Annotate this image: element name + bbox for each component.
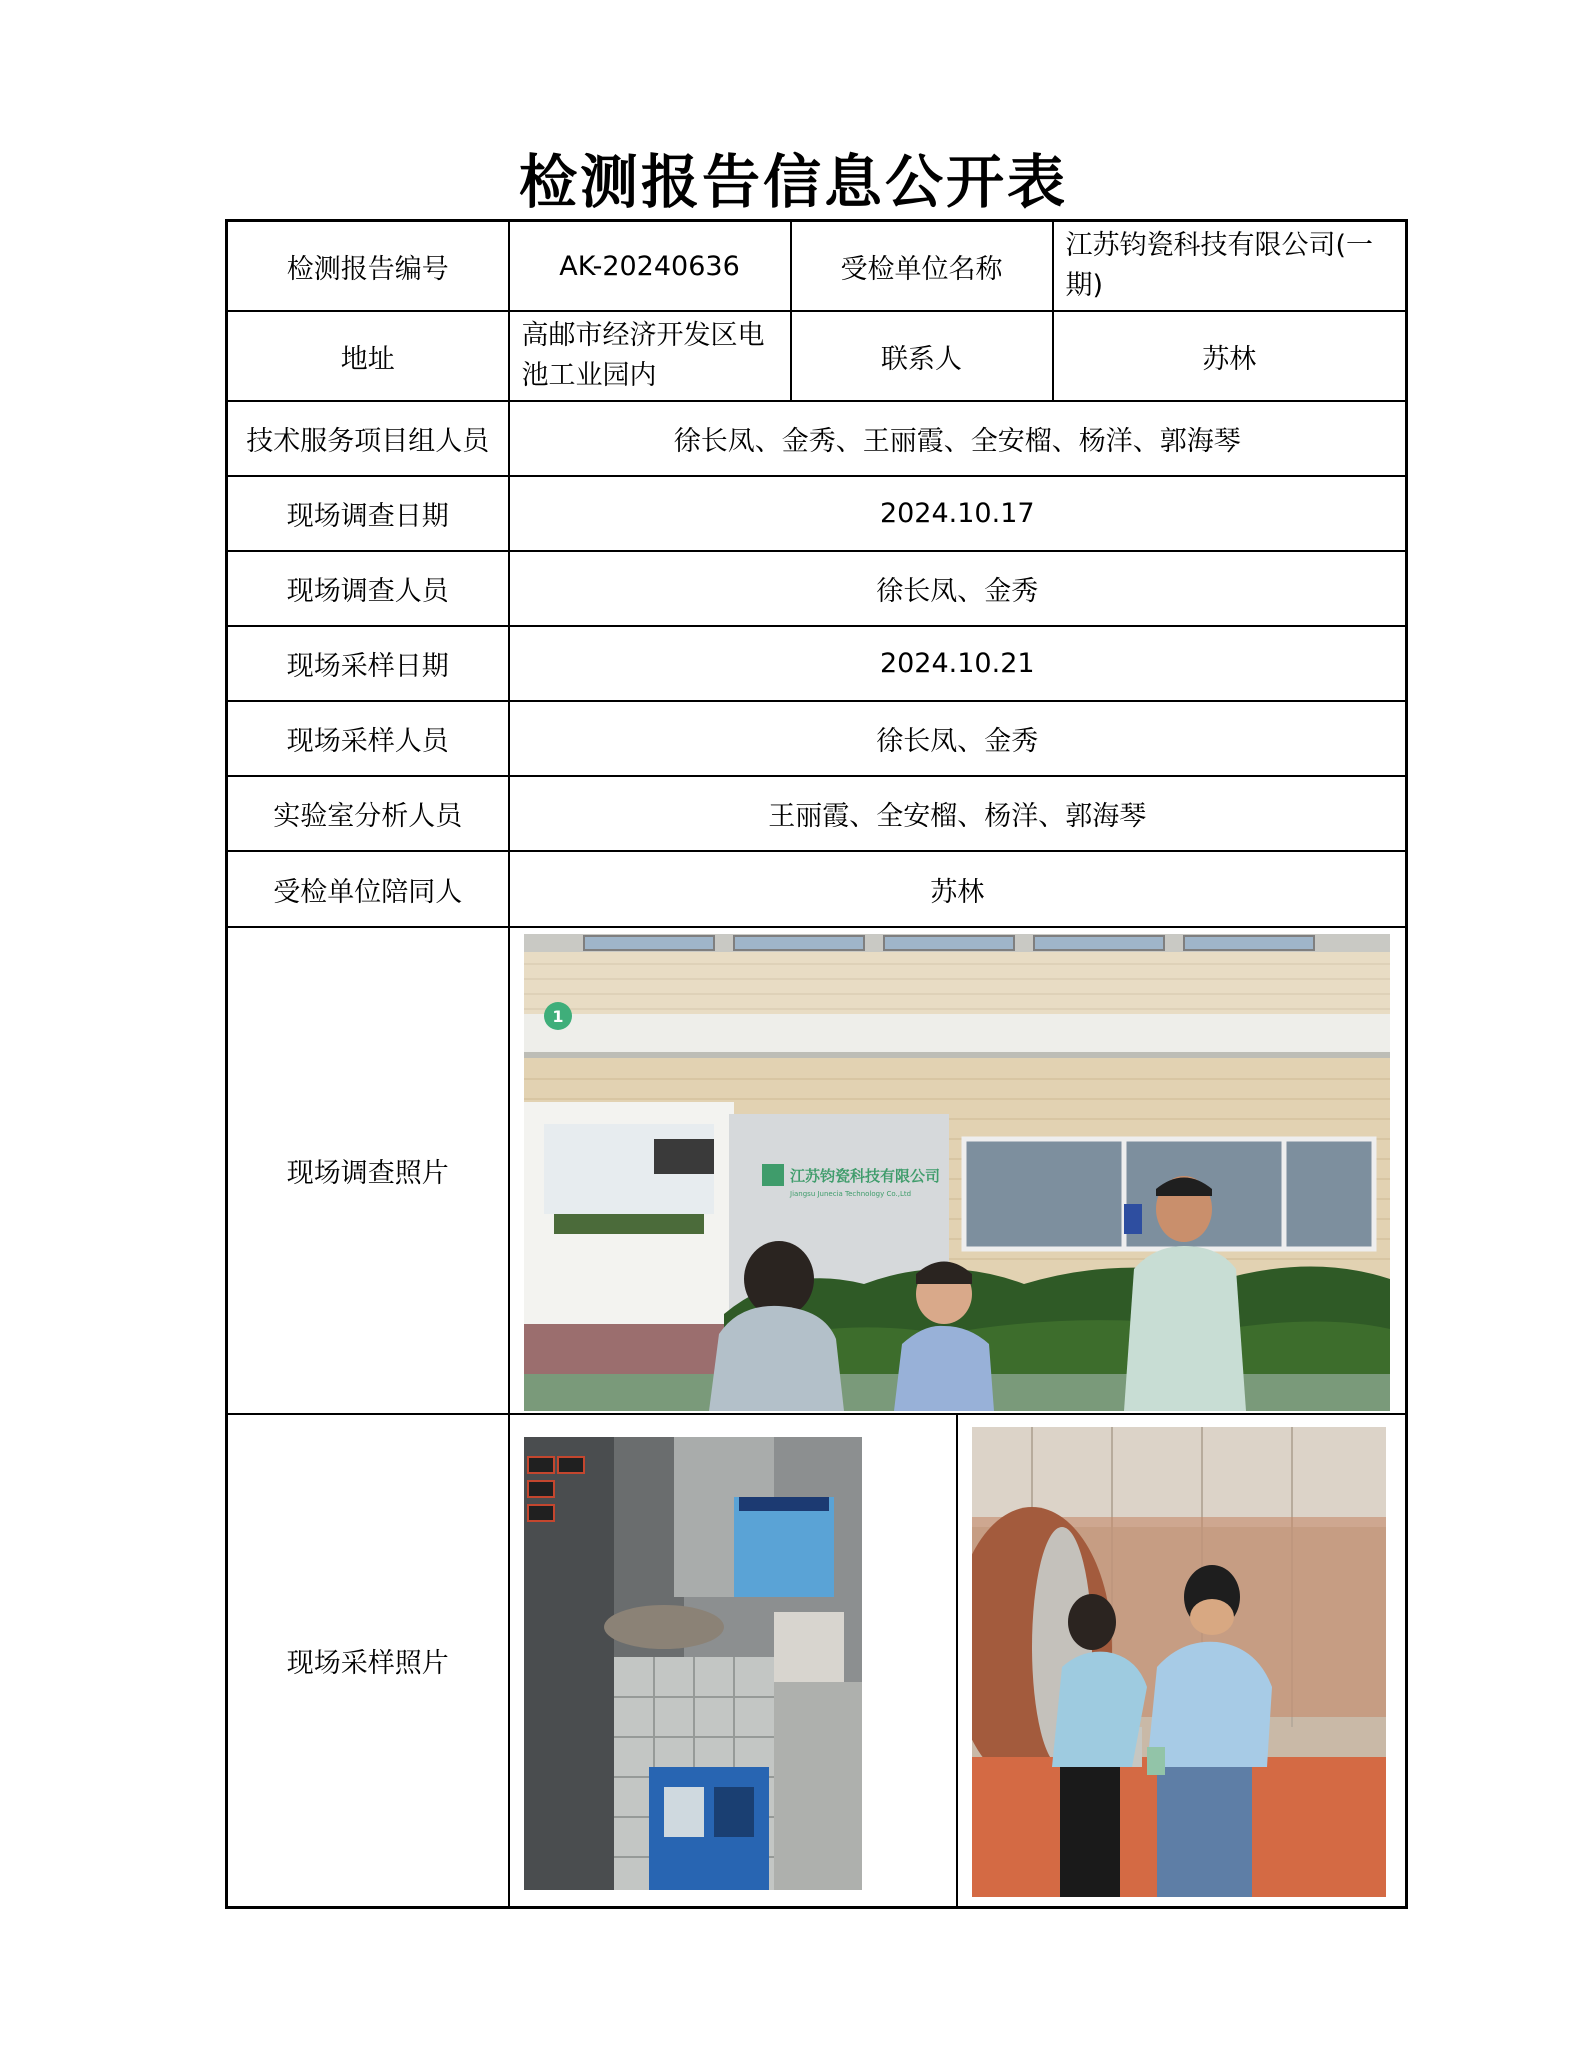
contact-label: 联系人	[791, 311, 1053, 401]
survey-sign-en: Jiangsu Junecia Technology Co.,Ltd	[789, 1190, 911, 1198]
page-title: 检测报告信息公开表	[518, 148, 1068, 216]
report-no-value: AK-20240636	[509, 221, 791, 312]
table-row	[227, 626, 1407, 701]
table-row	[227, 776, 1407, 851]
escort-value: 苏林	[509, 851, 1407, 927]
sampling-date-value: 2024.10.21	[509, 626, 1407, 701]
report-table	[225, 219, 1408, 1909]
table-row	[227, 221, 1407, 312]
sampling-photo-workers	[972, 1427, 1386, 1897]
sampling-photo-equipment	[524, 1437, 862, 1890]
table-row	[227, 851, 1407, 927]
contact-value: 苏林	[1053, 311, 1407, 401]
address-value: 高邮市经济开发区电池工业园内	[509, 311, 791, 401]
survey-staff-value: 徐长凤、金秀	[509, 551, 1407, 626]
lab-staff-label: 实验室分析人员	[227, 776, 509, 851]
table-row	[227, 476, 1407, 551]
sampling-date-label: 现场采样日期	[227, 626, 509, 701]
unit-name-value: 江苏钧瓷科技有限公司(一期)	[1053, 221, 1407, 312]
table-row	[227, 927, 1407, 1414]
survey-date-value: 2024.10.17	[509, 476, 1407, 551]
survey-photo-marker: 1	[551, 1007, 564, 1026]
sampling-staff-value: 徐长凤、金秀	[509, 701, 1407, 776]
table-row	[227, 701, 1407, 776]
table-row	[227, 1414, 1407, 1907]
survey-photo	[524, 934, 1390, 1411]
report-no-label: 检测报告编号	[227, 221, 509, 312]
lab-staff-value: 王丽霞、全安榴、杨洋、郭海琴	[509, 776, 1407, 851]
sampling-staff-label: 现场采样人员	[227, 701, 509, 776]
survey-date-label: 现场调查日期	[227, 476, 509, 551]
table-row	[227, 311, 1407, 401]
unit-name-label: 受检单位名称	[791, 221, 1053, 312]
sampling-photo-label: 现场采样照片	[227, 1414, 509, 1907]
table-row	[227, 551, 1407, 626]
sampling-photo-cell	[509, 1414, 1407, 1907]
survey-photo-cell	[509, 927, 1407, 1414]
survey-sign-text: 江苏钧瓷科技有限公司	[789, 1167, 940, 1185]
escort-label: 受检单位陪同人	[227, 851, 509, 927]
table-row	[227, 401, 1407, 476]
team-label: 技术服务项目组人员	[227, 401, 509, 476]
survey-staff-label: 现场调查人员	[227, 551, 509, 626]
photo-divider	[956, 1415, 958, 1906]
address-label: 地址	[227, 311, 509, 401]
survey-photo-label: 现场调查照片	[227, 927, 509, 1414]
team-value: 徐长凤、金秀、王丽霞、全安榴、杨洋、郭海琴	[509, 401, 1407, 476]
